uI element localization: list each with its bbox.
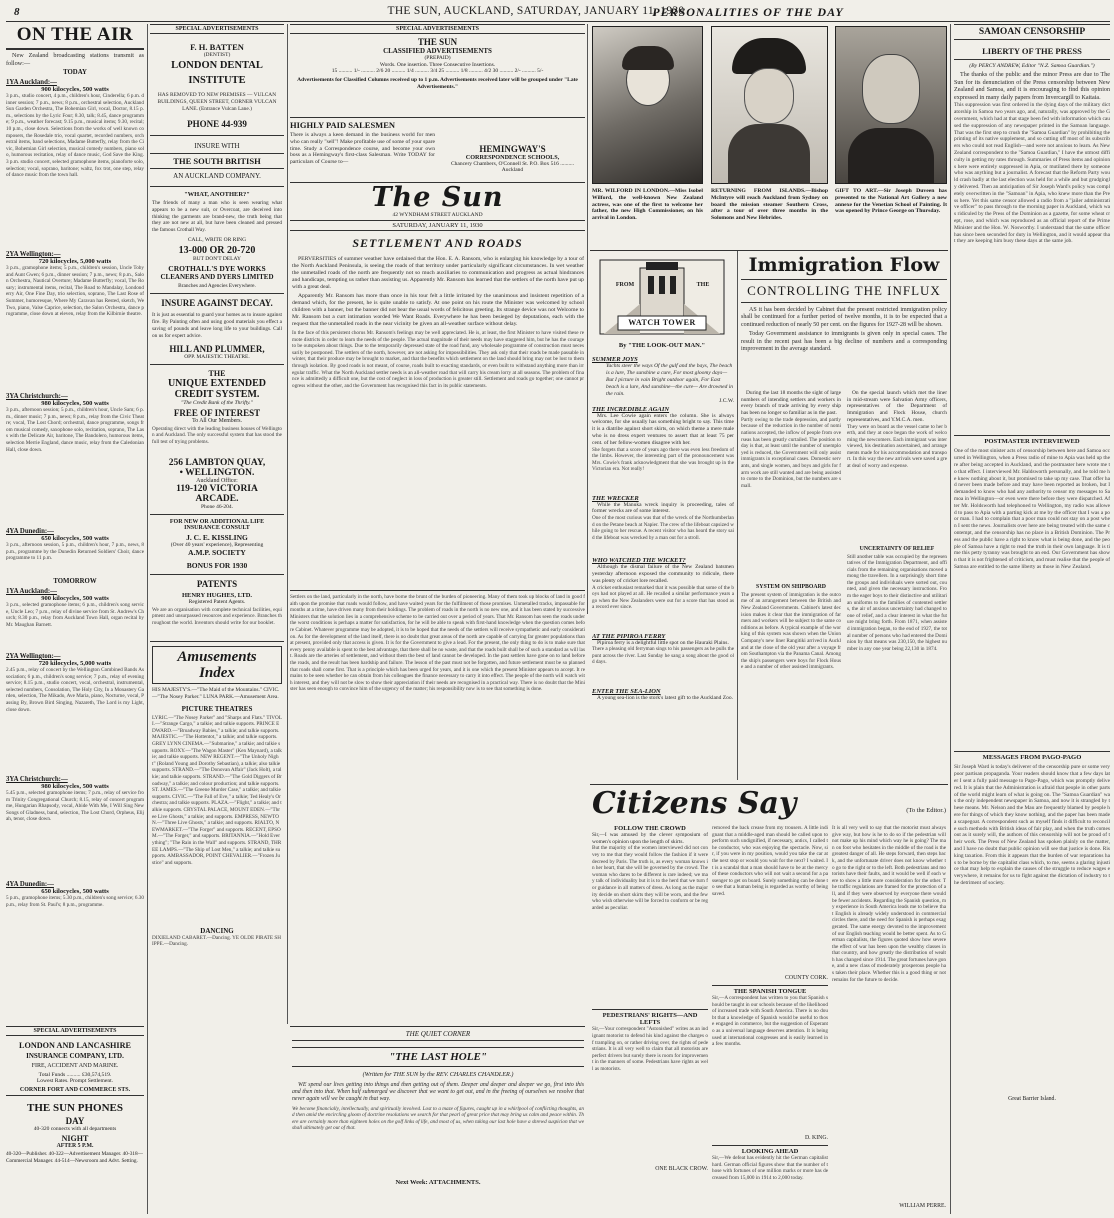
unique-sub: "The Credit Bank of the Thrifty." [181, 399, 253, 406]
phones-sub: 40-320 connects with all departments [33, 1126, 117, 1132]
quiet-corner-header: THE QUIET CORNER [292, 1030, 584, 1041]
watch-tower-byline: By "THE LOOK-OUT MAN." [618, 342, 706, 349]
editorial-p1: PERVERSITIES of summer weather have ordained that the Hon. E. A. Ransom, who is enlarging his knowledge by a tour of the North Auckland Peninsula, is seeing the roads of that territory under particularly significant circumstances. In wet weather the unmetalled roads of the north are frequently not so much auxiliaries to communication and progress as actual hindrances and handicaps, tempting us rather than assisting us. Apparently Mr. Ransom has learned that the settlers of the north have put up with a great deal. [292, 256, 584, 290]
on-the-air-title: ON THE AIR [16, 24, 134, 45]
lancs-name: LONDON AND LANCASHIRE [19, 1041, 131, 1050]
station-3ya-freq: 980 kilocycles, 500 watts [41, 400, 109, 407]
classified-prepaid: (PREPAID) [424, 55, 451, 61]
program-listing: 3 p.m., afternoon session, 5 p.m., children's hour, 7 p.m., news, 8 p.m., programme by the Dunedin Returned Soldiers' Choir, dance programme to 11 p.m. [6, 542, 144, 562]
on-the-air-column [6, 24, 144, 1024]
uncertainty-heading: UNCERTAINTY OF RELIEF [859, 545, 935, 552]
today-label: TODAY [63, 69, 87, 76]
theatres-list: LYRIC.—"The Nosey Parker" and "Sharps and Flats." TIVOLI.—"Strange Cargo," a talkie; and talkie supports. PRINCE EDWARD.—"Broadway Babies," a talkie; and talkie supports. MAJESTIC.—"The Hottentot," a talkie; and talkie supports. GREY LYNN CINEMA.—"Submarine," a talkie; and talkie supports. ROXY.—"The Wagon Master" (Ken Maynard), a talkie; and talkie supports. NEW REGENT.—"The Unholy Night" (Roland Young and Dorothy Sebastian), a talkie; also talkie supports. STRAND.—"The Donovan Affair" (Jack Holt), a talkie; and talkie supports. STRAND.—"The Gold Diggers of Broadway," a talkie; and colour production; and talkie supports. ST. JAMES.—"The Greene Murder Case," a talkie; and talkie supports. CIVIC.—"The Fall of Eve," a talkie; Ted Healy's Orchestra; and talkie supports. PLAZA.—"Flight," a talkie; and talkie supports. CRYSTAL PALACE, MOUNT EDEN.—"Three Live Ghosts," a talkie; and supports. EMPRESS, NEWTON.—"Three Live Ghosts," a talkie; and supports. RIALTO, NEWMARKET.—"The Forger" and supports. RECENT, EPSOM.—"The Forger," and supports. BRITANNIA.—"Hold Everything"; "The Rain in the Wall" and supports. STRAND, THREE LAMPS.—"The Ship of Lost Men," a talkie; and talkie supports. AMBASSADOR, POINT CHEVALIER.—"Frozen Justice" and supports. [152, 714, 282, 866]
patents-text: We are an organisation with complete technical facilities, equipment and unsurpassed resources and experience. Branches throughout the world. Inventors should write for our booklet. [152, 606, 282, 627]
unique-l2: UNIQUE EXTENDED [167, 377, 267, 389]
station-2ya-sun-freq: 720 kilocycles, 5,000 watts [38, 660, 112, 667]
hemingway-name-2: CORRESPONDENCE SCHOOLS, [465, 154, 560, 161]
letters-col-2: removed the back crease from my trousers. A little indignant that a middle-aged man should be called upon to perform such undignified, if necessary, antics, I called the conductor, who was enjoying the spectacle. Now, sir, if you were in my position, would you take the car at the next stop or would you wait for the next? I waited. It is a scandal that a man should have to be at the mercy of these conductors who will not wait a second for a passenger to get on board. Surely something can be done to see that a human being is regarded as worthy of being saved. COUNTY CORK. THE SPANISH TONGUE Sir,—A correspondent has written to you that Spanish should be taught in our schools because of the likelihood of increased trade with South America. There is no doubt that a knowledge of Spanish would be useful to those engaged in commerce, but the suggestion of Esperanto as a universal language deserves attention. It is being used at international congresses and is easily learned in a few months. D. KING. LOOKING AHEAD Sir,—We defeat has evidently hit the German capitalist hard. German official figures show that the number of those with fortunes of one million marks or more has decreased from 15,000 in 1914 to 2,000 today. [712, 825, 828, 1181]
amusements-title: Amusements [177, 648, 257, 665]
classified-note: Advertisements for Classified Columns received up to 1 p.m. Advertisements received later will be grouped under "Late Advertisements." [297, 77, 578, 90]
samoan-end: Great Barrier Island. [1008, 1096, 1056, 1103]
patents-ad [150, 575, 284, 642]
letters-col-3: It is all very well to say that the motorist must always give way, but how is he to do so if the pedestrian will not make up his mind which way he is going? The man on foot who hesitates in the middle of the road is the greatest danger of all. He steps forward, then steps back, and the unfortunate driver does not know whether to go to the right or to the left. Both pedestrians and motorists have their faults, and it would be well if each were to show a little more consideration for the other. The traffic regulations are framed for the protection of all, and if they were observed by everyone there would be fewer accidents. Regarding the Spanish question, my experience in South America leads me to believe that English is already widely understood in commercial circles there, and the need for Spanish is perhaps exaggerated. The same energy devoted to the improvement of our English teaching would be better spent. As to German capitalists, the figures quoted show how severe the effect of war has been upon the wealthy classes in that country, and how greatly the distribution of wealth has changed since 1914. The great fortunes have gone, and a new class of moderately prosperous people has taken their place. Whether this is a good thing or not remains for the future to decide. WILLIAM PERRE. [832, 825, 946, 1209]
dancing-list: DIXIELAND CABARET.—Dancing. YE OLDE PIRATE SHIPPE.—Dancing. [152, 934, 281, 948]
lancs-funds: Total Funds .......... £30,574,519. [38, 1072, 112, 1078]
citizens-say [590, 787, 948, 1217]
letter-signature: ONE BLACK CROW. [655, 1166, 708, 1173]
unique-addr2: • WELLINGTON. [179, 467, 255, 478]
unique-l3: CREDIT SYSTEM. [174, 388, 260, 400]
lancs-lines: FIRE, ACCIDENT AND MARINE. [31, 1063, 119, 1069]
incredible-heading: THE INCREDIBLE AGAIN [592, 405, 670, 413]
station-4ya-sun-freq: 650 kilocycles, 500 watts [41, 888, 109, 895]
portrait-face [744, 68, 794, 124]
station-3ya-sun: 3YA Christchurch:— [6, 776, 68, 783]
lancs-address: CORNER FORT AND COMMERCE STS. [6, 1087, 144, 1096]
classified-title-2: CLASSIFIED ADVERTISEMENTS [383, 47, 492, 55]
station-3ya: 3YA Christchurch:— [6, 393, 68, 400]
system-heading: SYSTEM ON SHIPBOARD [756, 583, 826, 590]
classified-title: THE SUN [417, 37, 458, 47]
watch-tower-from: FROM [615, 282, 635, 288]
unique-addr4: ARCADE. [195, 493, 239, 504]
unique-text: Operating direct with the leading business houses of Wellington and Auckland. The only successful system that has stood the full test of trying problems. [152, 425, 283, 446]
letter-heading: FOLLOW THE CROWD [614, 825, 686, 832]
letter-signature: D. KING. [804, 1135, 828, 1141]
summer-joys-heading: SUMMER JOYS [592, 356, 638, 363]
watch-tower-title: WATCH TOWER [628, 318, 696, 327]
masthead [6, 3, 1110, 21]
crothall-call: CALL, WRITE OR RING [187, 237, 247, 244]
crothall-name2: CLEANERS AND DYERS LIMITED [160, 273, 274, 282]
sun-address: 42 WYNDHAM STREET AUCKLAND [392, 212, 483, 218]
editorial-continued-2: Settlers on the land, particularly in the north, have borne the brunt of the burden of pioneering. Many of them took up blocks of land in good faith upon the promise that roads would follow, and have waited years for the fulfilment of those promises. Unmetalled tracks, impassable for months at a time, have driven many from their holdings. The problem of roads in the north is no new one, and it has been stated by successive Ministers that the solution lies in a comprehensive scheme to be carried out over a period of years. That Mr. Ransom has seen the roads under the worst conditions is perhaps a matter for satisfaction, for he will be able to speak with first-hand knowledge when the question comes before Cabinet. Whatever programme may be adopted, it is to be hoped that the needs of the settlers will receive sympathetic and early consideration. As for the development of the land itself, there is no doubt that great areas of the north are capable of carrying far greater populations than at present, provided only that access is given. It is for the Government to give a lead. For the present, the only thing to do is to make sure that every penny available is spent to the best advantage, that there shall be no waste, and that the roads built shall be of such a standard as will last. Roads are the arteries of settlement, and without them the best of land cannot be developed. In the past settlers have gone on to land before the roads, and the result has been hardship and failure. The lesson of the past must not be forgotten, and future settlement must be so planned that roads shall come first. That is a principle which has been urged for years, and it is one which the present Minister appears to accept. It remains to be seen whether he can obtain from his colleagues the finance necessary to carry it into effect. The people of the north will watch with interest, and they will not be slow to show their appreciation if their needs are recognised in a practical way. There is no doubt that the Minister has seen enough to convince him of the urgency of the matter; his responsibility now is to see that something is done. [290, 594, 585, 693]
on-air-intro: New Zealand broadcasting stations transmit as follow:— [6, 52, 144, 67]
samoan-censorship-column: SAMOAN CENSORSHIP LIBERTY OF THE PRESS (By PERCY ANDREW, Editor "N.Z. Samoa Guardian.") The thanks of the public and the minor Press are due to The Sun for its denunciation of the Press censorship between New Zealand and Samoa, and it is encouraging to find this opinion expressed in many daily papers from Invercargill to Kaitaia. This suppression was first ordered in the dying days of the military dictatorship in Samoa two years ago, and, naturally, was approved by the Government, which had at that stage been fed with information which caused the suppression of any newspaper printed in the Samoan language. That was the first step to crush the "Samoa Guardian" by prohibiting the printing of its native supplement, and so cutting off most of its subscribers who could not read English—and were not anxious to learn. As New Zealand correspondent to the "Samoa Guardian," I have the utmost difficulty in getting my rates through. Summaries of Press items and opinions here were entirely suppressed in Apia, or mutilated there by someone who was anything but a journalist. A forecast that the Reform Party would crash badly at the last election was held for a while and but grudgingly delivered. Then an anticipation of Sir Joseph Ward's policy was completely overwritten in the "Samoan" in Apia, who knew more than the Press here. Yet this same censor allowed a radio from a "jailer administrative officer" to pass through to the morning paper in Auckland, which was ridiculed by the Press of the Dominion as a gazette, for some wheat crept, rose, and which was reproduced as an official report of the Prime Minister and the Hon. W. Nosworthy. I understand that the same officer has since been seconded for duty in Wellington, and it would appear that they are keeping him busy these days at the same job. POSTMASTER INTERVIEWED One of the most sinister acts of censorship between here and Samoa occurred in Wellington, when a Press radio of mine to Apia was held up there after being accepted in Auckland, and the postmaster here wrote me to that effect. I interviewed Mr. Haldsworth personally, and he told me he knew nothing about it, but promised to take up my case. That offer had never been made before and may have been reported as broken, but I demanded to know who had any authority to censor my messages to Samoa in Wellington—or even were there before they were dispatched. After Mr. Holdsworth had telephoned to Wellington, my radio was allowed to pass to Apia with a parting kick at me by the officer that I was a poor man. I had to complain that a poor man could not stay on a post when I sent the news. Journalists over here are being treated with the same contempt, and the censorship has no place in a British Dominion. The Press and the public have a right to know what is being done, and the people of Samoa have a right to read the truth in their own language. It is time this petty tyranny was brought to an end. Our Government has shown that it is not frightened of criticism, and must realise that the people of Samoa are entitled to the same liberty as those in New Zealand. MESSAGES FROM PAGO-PAGO Sir Joseph Ward is today's deliverer of the censorship pure or some very poor partisan propaganda. Your readers should know that a few days later I sent a fully paid message to Pago-Pago, which was promptly delivered. It is plain that the Administration is afraid that people in other parts of the world might learn of what is going on. The "Samoa Guardian" was the only independent newspaper in Samoa, and now it is strangled by these means. Mr. Nelson and the Mau are frequently blamed by people here for things of which they know nothing, and the paper has been made a scapegoat. A correspondent such as myself finds it difficult to reconcile such methods with British ideas of fair play, and when the truth comes out as it surely will, the authors of this censorship will not be proud of their work. The Press of New Zealand has spoken plainly on the matter, and I have no doubt that public opinion will see that justice is done. Risking taxation. From this it appears that the burden of war reparations has to be borne by the capitalist class which, to me, seems a glaring injustice that may help to explain the causes of the struggle to reduce wages everywhere, it remains for us to fight against the dictation of industry to the detriment of society. Great Barrier Island. [954, 24, 1110, 1218]
program-listing: 5 p.m., gramophone items; 5.30 p.m., children's song service; 6.30 p.m., relay from St. Paul's; 8 p.m., programme. [6, 895, 144, 908]
salesmen-title: HIGHLY PAID SALESMEN [290, 120, 396, 130]
amusements-title-2: Index [199, 664, 235, 681]
watch-tower-the: THE [696, 282, 710, 288]
phones-after: AFTER 5 P.M. [56, 1143, 94, 1149]
portrait-body [728, 124, 810, 184]
tomorrow-label: TOMORROW [53, 578, 97, 585]
classified-rates: 15 .......... 1/- .......... 2/6 20 .......... 1/4 .......... 3/4 25 .......... 1/8 .......... 4/2 30 .......... 2/- .......... 5/- [331, 68, 544, 74]
immigration-col1: During the last 18 months the sight of large numbers of intending settlers and workers in every branch of trade arriving by every ship has been no longer so familiar as in the past. [741, 390, 841, 417]
sun-date: SATURDAY, JANUARY 11, 1930 [290, 220, 585, 231]
batten-text: HAS REMOVED TO NEW PREMISES — VULCAN BUILDINGS, QUEEN STREET, CORNER VULCAN LANE. (Entrance Vulcan Lane.) [157, 92, 277, 112]
editorial-body [292, 256, 584, 586]
postmaster-heading: POSTMASTER INTERVIEWED [954, 435, 1110, 445]
decay-address: OPP. MAJESTIC THEATRE. [184, 353, 250, 360]
lancashire-insurance-ad [6, 1026, 144, 1216]
station-4ya: 4YA Dunedin:— [6, 528, 54, 535]
batten-line2: INSTITUTE [188, 75, 246, 86]
caption-mcintyre: RETURNING FROM ISLANDS.—Bishop McIntyre will reach Auckland from Sydney on board the mission steamer Southern Cross, after a tour of over three months in the Solomons and New Hebrides. [711, 188, 828, 222]
caption-duveen: GIFT TO ART.—Sir Joseph Duveen has presented to the National Art Gallery a new annexe for the Venetian School of Painting. It was opened by Prince George on Thursday. [835, 188, 947, 215]
immigration-p2: Today Government assistance to immigrants is given only in special cases. The result in the recent past has been a big decline of numbers and a corresponding improvement in the average standard. [741, 331, 947, 353]
quiet-byline: (Written for THE SUN by the REV. CHARLES CHANDLER.) [362, 1071, 514, 1078]
station-2ya-freq: 720 kilocycles, 5,000 watts [38, 258, 112, 265]
station-1ya-sun: 1YA Auckland:— [6, 588, 57, 595]
patents-title: PATENTS [196, 578, 238, 589]
masthead-dateline: THE SUN, AUCKLAND, SATURDAY, JANUARY 11, 1930 [387, 5, 685, 17]
letter-heading: LOOKING AHEAD [712, 1145, 828, 1155]
crothall-name: CROTHALL'S DYE WORKS [168, 264, 266, 274]
station-1ya: 1YA Auckland:— [6, 79, 57, 86]
the-sun-logo: The Sun [371, 184, 504, 213]
decay-ad [150, 294, 284, 365]
station-1ya-sun-freq: 900 kilocycles, 500 watts [41, 595, 109, 602]
decay-title: INSURE AGAINST DECAY. [161, 298, 273, 309]
amusements-index [150, 642, 284, 953]
crothall-ad [150, 187, 284, 295]
patents-name: HENRY HUGHES, LTD. [181, 591, 253, 599]
station-2ya: 2YA Wellington:— [6, 251, 61, 258]
letter-heading: THE SPANISH TONGUE [712, 985, 828, 995]
unique-free: FREE OF INTEREST [173, 407, 261, 418]
classified-cols: Words. One insertion. Three Consecutive Insertions. [379, 62, 496, 68]
lancs-claims: Lowest Rates. Prompt Settlement. [36, 1078, 114, 1084]
portrait-hair [622, 46, 674, 70]
poem-signature: J.C.W. [719, 397, 734, 404]
unique-addr1: 256 LAMBTON QUAY, [168, 457, 266, 468]
ad-header: SPECIAL ADVERTISEMENTS [6, 1026, 144, 1036]
sea-lion-heading: ENTER THE SEA-LION [592, 688, 661, 696]
phones-day: DAY [65, 1116, 85, 1126]
crothall-dont: BUT DON'T DELAY [193, 256, 241, 263]
editorial-p2: Apparently Mr. Ransom has more than once in his tour felt a little irritated by the unanimous and insistent repetition of a demand which, for the present, he is quite unable to satisfy. At one point on his route the Minister was welcomed by school children with a banner, but the banner did not bear the usual words of felicitous greeting. Its strange device was not Welcome to Mr. Ransom but a curt intimation worded We Want Roads. Everywhere he has been besieged by deputations, each with the request that the unmetalled roads in the near vicinity be given an all-weather surface without delay. [292, 293, 584, 327]
immigration-article: Immigration Flow CONTROLLING THE INFLUX AS it has been decided by Cabinet that the present restricted immigration policy shall be continued for a further period of twelve months, it is to be expected that a continued reduction of nearly 50 per cent. on the figures for 1927-28 will be shown. Today Government assistance to immigrants is given only in special cases. The result in the recent past has been a big decline of numbers and a corresponding improvement in the average standard. During the last 18 months the sight of large numbers of intending settlers and workers in every branch of trade arriving by every ship has been no longer so familiar as in the past. Partly owing to the trade depression, and partly because of the reduction in the number of nominations accepted, the inflow of people from overseas has been greatly curtailed. The position today is that, at least until the number of unemployed is reduced, the Government will only assist immigrants in exceptional cases. Domestic servants, and single women, and boys and girls for farm work are still wanted and are being assisted to come to the Dominion, but the numbers are small. SYSTEM ON SHIPBOARD The present system of immigration is the outcome of an arrangement between the British and New Zealand Governments. Cabinet's latest decision makes it clear that the immigration of farmers and workers will be subject to the same conditions as before. A typical example of the working of this system was shown when the Union Company's new liner Rangitiki arrived in Auckland at the close of the old year after a voyage from Southampton via the Panama Canal. Among the ship's passengers were boys for Flock House and a number of other assisted immigrants. On the special launch which met the liner in mid-stream were Salvation Army officers, representatives of the Department of Immigration and Flock House, church representatives, and Y.M.C.A. men. They were on board as the vessel came to her berth, and they at once began the work of welcoming the newcomers. Each immigrant was interviewed, his destination ascertained, and arrangements made for his accommodation and transport. In this way the new arrivals were saved a great deal of worry and expense. UNCERTAINTY OF RELIEF Still another table was occupied by the representatives of the Immigration Department, and officials from the remaining organisations moved among the travellers. In a surprisingly short time the groups and individuals were sorted out, counted, and given the necessary instructions. From the eager boys to their distinctive and utilitarian uniforms to the families of contented settlers, the air of anxious uncertainty had changed to one of relief, and a clear interest in what the future might bring forth. From 1871, when assisted immigration began, to the end of 1927, the total number of persons who had entered the Dominion by that means was 230,150, the highest number in any one year being 22,130 in 1874. [741, 254, 947, 671]
classified-box [290, 24, 585, 124]
station-4ya-freq: 650 kilocycles, 500 watts [41, 535, 109, 542]
patents-sub: Registered Patent Agents. [188, 598, 246, 605]
south-british-ad [150, 136, 284, 187]
station-1ya-freq: 900 kilocycles, 500 watts [41, 86, 109, 93]
program-listing: 3 p.m., studio concert, 4 p.m., children's hour, Cinderella; 6 p.m. dinner session; 7 p.m., news; 8 p.m., orchestral selection, Auckland Sun Garden Orchestra, The Bohemian Girl, vocal, Doctor, 8.15 p.m., selections by the Lyric Four; 8.30, talk; 8.45, dance programme; 9 p.m., weather forecast; 9.15 p.m., musical items; 9.30, recital; 10 p.m., close down. Selections from the works of well known composers, the Rosedale trio, vocal quartet, recorded numbers, orchestral items, band selections, Madame Butterfly, relay from the Civic, Bohemian Girl selection, musical comedy numbers, piano solo, humorous recitation, relay of dance music, God Save the King. 3 p.m. studio concert, selected gramophone items, pianoforte solo, selection; vocal, soprano, baritone; waltz, fox trot, one step, relay of dance music from the town hall. [6, 93, 144, 179]
crothall-text: The friends of many a man who is seen wearing what appears to be a new suit, or Overcoat, are deceived into thinking the garments are brand-new, the truth being that they are not new at all, but have been cleaned and pressed the famous Crothall Way. [152, 199, 282, 234]
crothall-branches: Branches and Agencies Everywhere. [178, 283, 256, 290]
crothall-phones: 13-000 OR 20-720 [178, 245, 256, 257]
letter-text: Sir,—I was amused by the clever symposium of women's opinion upon the length of skirts. [592, 832, 708, 845]
watch-tower-icon [590, 254, 734, 340]
wrecker-heading: THE WRECKER [592, 494, 639, 502]
phones-night: NIGHT [61, 1134, 89, 1143]
unique-addr3: 119-120 VICTORIA [176, 483, 258, 494]
immigration-subtitle: CONTROLLING THE INFLUX [741, 279, 947, 303]
watch-tower-logo [590, 254, 734, 354]
phones-list: 40-320—Publisher. 40-322—Advertisement Manager. 40-318—Commercial Manager. 44-514—Newsroom and Advt. Setting. [6, 1151, 143, 1164]
program-listing: 5.45 p.m., selected gramophone items; 7 p.m., relay of service from Trinity Congregational Church; 8.15, relay of concert programme, Hungarian Rhapsody, vocal, Abide With Me, I Will Sing New Songs of Gladness, band, selection, The Lost Chord, Orpheus, Elijah, tenor, close down. [6, 790, 144, 823]
unique-l1: THE [208, 368, 226, 378]
hemingway-ad [290, 120, 585, 180]
letter-heading: PEDESTRIANS' RIGHTS—AND LEFTS [592, 1009, 708, 1026]
immigration-p1: AS it has been decided by Cabinet that the present restricted immigration policy shall be continued for a further period of twelve months, it is to be expected that a continued reduction of nearly 50 per cent. on the figures for 1927-28 will be shown. [741, 307, 947, 328]
amusements-list: HIS MAJESTY'S.—"The Maid of the Mountains." CIVIC.—"The Nosey Parker." LUNA PARK.—Amusement Area. [152, 686, 280, 700]
sea-lion-text: A young sea-lion is the stork's latest gift to the Auckland Zoo. [597, 695, 734, 702]
unique-phone: Phone 46-204. [200, 503, 234, 510]
decay-text: It is just as essential to guard your homes as to insure against fire. By Painting often and using good materials you effect a saving of pounds and leave long life to your buildings. Call on us for expert advice. [152, 312, 282, 339]
unique-to: To All Our Members. [192, 417, 242, 424]
special-ads-header: SPECIAL ADVERTISEMENTS [150, 24, 284, 34]
editorial-headline: SETTLEMENT AND ROADS [352, 236, 523, 250]
pipiroa-text: Pipiroa ferry is a delightful little spot on the Hauraki Plains. [597, 639, 729, 646]
immigration-col2: On the special launch which met the liner in mid-stream were Salvation Army officers, representatives of the Department of Immigration and Flock House, church representatives, and Y.M.C.A. men. [847, 390, 947, 423]
kissling-text: FOR NEW OR ADDITIONAL LIFE INSURANCE CONSULT [169, 518, 265, 531]
dancing: DANCING [200, 926, 234, 935]
caption-wilford: MR. WILFORD IN LONDON.—Miss Isobel Wilford, the well-known New Zealand actress, was one of the first to welcome her father, the new High Commissioner, on his arrival in London. [592, 188, 703, 222]
kissling-amp: A.M.P. SOCIETY [188, 547, 246, 557]
hemingway-name: HEMINGWAY'S [479, 144, 546, 154]
incredible-text: Mrs. Lee Cowie again enters the column. She is always welcome, for she usually has something bright to say. This time it is a diatribe against short skirts, on which theme a mere male who is no dress expert ventures to assert that at least 75 per cent. of her fellow-women disagree with her. [592, 412, 734, 446]
letters-col-1: FOLLOW THE CROWD Sir,—I was amused by the clever symposium of women's opinion upon the length of skirts. But the majority of the women interviewed did not convey to me that they would follow the fashion if it were decreed by Paris. The truth is, as every woman knows in her heart, that she will be governed by the crowd. The woman who dares to be different is rare indeed; we may talk of individuality but it is to the herd that we turn for guidance in all matters of dress. As long as the majority decide on short skirts they will be worn, and the few who wish otherwise will be forced to conform or be regarded as peculiar. PEDESTRIANS' RIGHTS—AND LEFTS Sir,—Your correspondent "Astonished" writes as an indignant motorist to defend his kind against the charges of trampling on, or rather driving over, the rights of pedestrians. It is all very well to claim that all motorists are perfect drivers but surely there is room for improvement in the manners of some. Pedestrians have rights as well as motorists. ONE BLACK CROW. [592, 825, 708, 1173]
pipiroa-heading: AT THE PIPIROA FERRY [592, 632, 666, 640]
section-title: PERSONALITIES OF THE DAY [652, 5, 844, 19]
kissling-bonus: BONUS FOR 1930 [186, 560, 248, 570]
editorial-masthead [290, 184, 585, 234]
wicket-heading: WHO WATCHED THE WICKET? [592, 557, 686, 565]
batten-name: F. H. BATTEN [190, 42, 244, 52]
page-number: 8 [14, 6, 20, 18]
program-listing: 3 p.m., afternoon session; 5 p.m., children's hour, Uncle Sam; 6 p.m., dinner music; 7 p.m., news; 8 p.m., relay from the Civic Theatre; vocal, The Lost Chord; orchestral, dance programme, songs from musical comedy, saxophone solo, recitation, soprano, The Lass with the Delicate Air, baritone, The Bandolero, humorous items, selection Merrie England, dance music, relay from the Caledonian Hall, close down. [6, 407, 144, 453]
salesmen-text: There is always a keen demand in the business world for men who can really "sell"! Make profitable use of some of your spare time. Study a Correspondence course, and become your own boss as a Hemingway's first-class Salesman. Write TODAY for particulars of Course to— [290, 132, 435, 166]
sun-phones-title: THE SUN PHONES [27, 1102, 123, 1114]
kissling-sub: (Over 40 years' experience), Representing [170, 541, 264, 548]
quiet-corner: THE QUIET CORNER "THE LAST HOLE" (Written for THE SUN by the REV. CHARLES CHANDLER.) WE spend our lives getting into things and then getting out of them. Deeper and deeper and deeper we go, first into this and then into that. When half submerged we discover that we want to get out, and in the freeing of ourselves we resolve that never again will we be caught in that way. We become financially, intellectually, and spiritually involved. Lost to a maze of figures, caught up in a whirlpool of conflicting thoughts, and then amid the encircling gloom of doctrine resolutions we search for that pearl of great price that may bring us calm and peace within. There are certainly more than eighteen holes on the golf links of life, and most of us, when taking our last hole have a shrewd suspicion that we shall ultimately get out of that. Next Week: ATTACHMENTS. [292, 1030, 584, 1186]
letter-signature: WILLIAM PERRE. [899, 1203, 946, 1209]
picture-theatres: PICTURE THEATRES [181, 704, 253, 713]
wicket-text: Although the dismal failure of the New Zealand batsmen yesterday afternoon exposed the community to ridicule, there was plenty of cricket lore recalled. [592, 564, 734, 584]
to-the-editor: (To the Editor.) [906, 807, 946, 814]
citizens-say-title: Citizens Say [592, 787, 797, 821]
last-hole-title: "THE LAST HOLE" [292, 1047, 584, 1067]
batten-phone: PHONE 44-939 [187, 118, 247, 129]
batten-ad [150, 34, 284, 136]
kissling-name: J. C. E. KISSLING [186, 532, 248, 542]
summer-joys-poem: Yachts steer the ways Of the gulf and the bays, The beach is a lure, The sunshine a cure, For most gloomy days— But I picture in vain Bright outdoor again, For East beach is a lure, And sunshine—the cure— Are drowned in the rain. [606, 363, 733, 397]
program-listing: 3 p.m., gramophone items; 5 p.m., children's session, Uncle Toby and Aunt Gwen; 6 p.m., dinner session; 7 p.m., news; 8 p.m., Salon Orchestra, Nautical Overture; Madame Butterfly; vocal, The Rosary; instrumental items, recital, The Road to Mandalay, Londonderry Air, One Fine Day, trio selection, soprano, The Last Rose of Summer, humoresque, Where My Caravan has Rested, sketch, We Two, piano, Valse Caprice, selection, the Salon Orchestra, dance programme, close down at eleven, relay from the Kilbirnie theatre. [6, 265, 144, 318]
samoan-p1: The thanks of the public and the minor Press are due to The Sun for its denunciation of the Press censorship between New Zealand and Samoa, and it is encouraging to find this opinion expressed in many daily papers from Invercargill to Kaitaia. [954, 72, 1110, 101]
lancs-name-2: INSURANCE COMPANY, LTD. [26, 1052, 124, 1060]
portrait-body [848, 128, 934, 184]
unique-also: Auckland Office: [196, 477, 238, 484]
wrecker-text: While the Manuka wreck inquiry is proceeding, tales of former wrecks are of some interest. [592, 501, 734, 515]
hemingway-addr: Chancery Chambers, O'Connell St. P.O. Box 516 .......... Auckland [450, 161, 575, 173]
samoan-title: LIBERTY OF THE PRESS [954, 46, 1110, 60]
insure-with: INSURE WITH [194, 141, 240, 150]
program-listing: 2.45 p.m., relay of concert by the Wellington Combined Bands Association; 6 p.m., children's song service; 7 p.m., relay of evening service; 8.15 p.m., studio concert, vocal, orchestral, instrumental, selected numbers, Consolation, The Holy City, In a Monastery Garden, selection, The Mikado, Ave Maria, piano, Nocturne, vocal, Passing By, Brown Bird Singing, Nazareth, The Lord is my Light, close down. [6, 667, 144, 713]
auckland-company: AN AUCKLAND COMPANY. [173, 171, 261, 180]
watch-tower-column: SUMMER JOYS Yachts steer the ways Of the gulf and the bays, The beach is a lure, The sunshine a cure, For most gloomy days— But I picture in vain Bright outdoor again, For East beach is a lure, And sunshine—the cure— Are drowned in the rain. J.C.W. THE INCREDIBLE AGAIN Mrs. Lee Cowie again enters the column. She is always welcome, for she usually has something bright to say. This time it is a diatribe against short skirts, on which theme a mere male who is no dress expert ventures to assert that at least 75 per cent. of her fellow-women disagree with her. She forgets that a score of years ago there was even less freedom of the limbs. However, the interesting part of the pronouncement was Mrs. Cowie's frank acknowledgment that she was brought up in the Victorian era. Not really! THE WRECKER While the Manuka wreck inquiry is proceeding, tales of former wrecks are of some interest. One of the most curious was that of the wreck of the Northumberland on the Petane beach at Napier. The crew of the lifeboat capsized while going to her rescue. A recent visitor who has heard the story said the lifeboat was wrecked by a man out for a stroll. WHO WATCHED THE WICKET? Although the dismal failure of the New Zealand batsmen yesterday afternoon exposed the community to ridicule, there was plenty of cricket lore recalled. A cricket enthusiast remarked that it was possible that some of the boys had not played at all. He recalled a similar performance years ago when the New Zealanders were out for a score that has stood as a record ever since. AT THE PIPIROA FERRY Pipiroa ferry is a delightful little spot on the Hauraki Plains. There a pleasing old ferryman sings to his passengers as he pulls the punt across the river. Last Sunday he sang a song about the good old days. ENTER THE SEA-LION A young sea-lion is the stork's latest gift to the Auckland Zoo. [592, 356, 734, 702]
station-4ya-sun: 4YA Dunedin:— [6, 881, 54, 888]
crothall-question: "WHAT, ANOTHER?" [184, 190, 250, 198]
classified-header: SPECIAL ADVERTISEMENTS [290, 24, 585, 34]
kissling-ad [150, 515, 284, 575]
unique-credit-ad [150, 365, 284, 515]
batten-dentist: (DENTIST) [203, 52, 231, 58]
quiet-text: WE spend our lives getting into things and then getting out of them. Deeper and deeper and deeper we go, first into this and then into that. When half submerged we discover that we want to get out, and in the freeing of ourselves we resolve that never again will we be caught in that way. [292, 1082, 584, 1103]
letter-signature: COUNTY CORK. [785, 975, 828, 981]
program-listing: 3 p.m., selected gramophone items; 6 p.m., children's song service, Uncle Leo; 7 p.m., relay of divine service from St. Andrew's Church; 8.30 p.m., relay from Auckland Town Hall, organ recital by Mr. Maughan Barnett. [6, 602, 144, 628]
quiet-next-week: Next Week: ATTACHMENTS. [395, 1178, 481, 1186]
special-ads-column [150, 24, 284, 1214]
samoan-byline: (By PERCY ANDREW, Editor "N.Z. Samoa Guardian.") [969, 63, 1095, 69]
batten-line1: LONDON DENTAL [171, 60, 263, 71]
station-3ya-sun-freq: 980 kilocycles, 500 watts [41, 783, 109, 790]
portrait-face [862, 54, 920, 124]
south-british: THE SOUTH BRITISH [150, 153, 284, 169]
editorial-continued: In the face of this persistent chorus Mr. Ransom's feelings may be well appreciated. He is, at least, the first Minister to have visited these remote districts in order to learn the needs of the people. The actual magnitude of their needs may have staggered him, but he has the courage to be outspoken about things. Due to the temporarily depressed state of the road fund, any wholesale programme of construction must necessarily be postponed. The settlers of the north, however, are not asking for impossibilities. They ask only that their roads be made passable in winter, that their produce may be brought to market, and that the benefits which settlement on the land should bring may not be lost to them through isolation. By good roads is not meant, of course, roads built to exacting standards, or even built to withstand anything more than irregular traffic. What the North Auckland settler needs is an all-weather road that will carry his cream lorry at all seasons. The problem of finance is admittedly a difficult one, but the cost of neglect in loss of production is greater still. Settlement and roads go together; one cannot progress without the other, and the Government has recognised this fact in its public statements. [292, 330, 584, 389]
station-2ya-sun: 2YA Wellington:— [6, 653, 61, 660]
immigration-title: Immigration Flow [748, 254, 940, 276]
pago-heading: MESSAGES FROM PAGO-PAGO [954, 751, 1110, 761]
decay-firm: HILL AND PLUMMER, [169, 343, 265, 354]
personalities-photos [592, 24, 947, 248]
samoan-heading: SAMOAN CENSORSHIP [954, 24, 1110, 40]
